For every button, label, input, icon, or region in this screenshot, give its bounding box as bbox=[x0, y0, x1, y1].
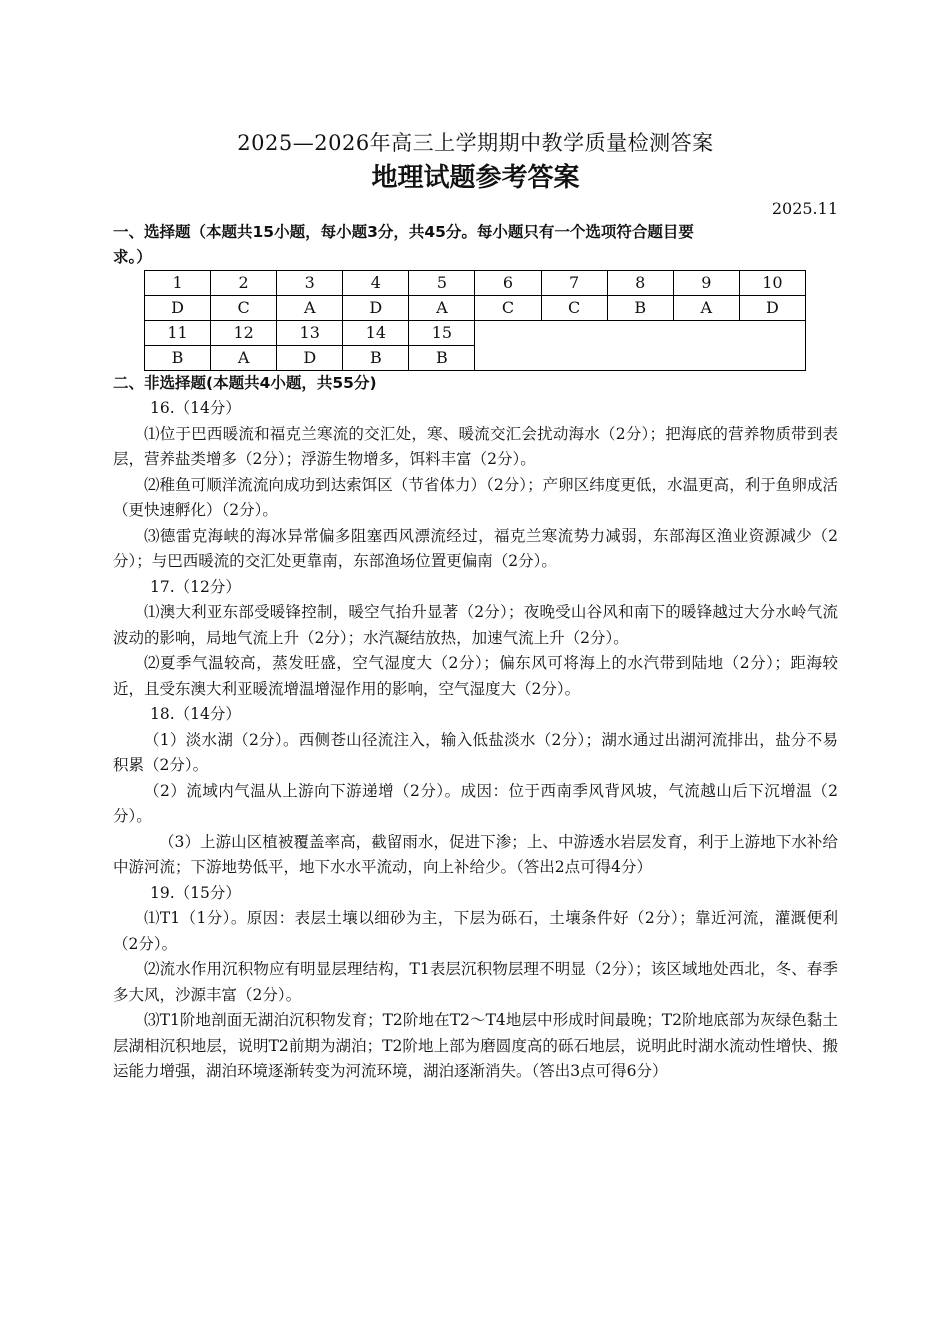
q19-answer-2: ⑵流水作用沉积物应有明显层理结构，T1表层沉积物层理不明显（2分）；该区域地处西北，冬、春季多大风，沙源丰富（2分）。 bbox=[113, 960, 838, 1004]
answer-cell: B bbox=[145, 346, 211, 371]
q18-answer-2: （2）流域内气温从上游向下游递增（2分）。成因：位于西南季风背风坡，气流越山后下沉增温（2分）。 bbox=[113, 781, 838, 825]
q19-answer-1: ⑴T1（1分）。原因：表层土壤以细砂为主，下层为砾石，土壤条件好（2分）；靠近河流，灌溉便利（2分）。 bbox=[113, 909, 838, 953]
question-number: 15 bbox=[409, 321, 475, 346]
question-number: 13 bbox=[277, 321, 343, 346]
section1-heading bbox=[113, 220, 838, 270]
exam-date: 2025.11 bbox=[771, 199, 838, 218]
blank-cell bbox=[475, 321, 806, 371]
subject-title: 地理试题参考答案 bbox=[371, 163, 580, 193]
q17-answer-1: ⑴澳大利亚东部受暖锋控制，暖空气抬升显著（2分）；夜晚受山谷风和南下的暖锋越过大分水岭气流波动的影响，局地气流上升（2分）；水汽凝结放热，加速气流上升（2分）。 bbox=[113, 603, 838, 647]
answer-cell: B bbox=[607, 296, 673, 321]
answer-table-number-row-2 bbox=[145, 321, 806, 346]
answer-cell: A bbox=[277, 296, 343, 321]
answer-cell: A bbox=[673, 296, 739, 321]
answer-cell: C bbox=[475, 296, 541, 321]
q19-answer-3: ⑶T1阶地剖面无湖泊沉积物发育；T2阶地在T2～T4地层中形成时间最晚；T2阶地底部为灰绿色黏土层湖相沉积地层，说明T2前期为湖泊；T2阶地上部为磨圆度高的砾石地层，说明此时湖水流动性增快、搬运能力增强，湖泊环境逐渐转变为河流环境，湖泊逐渐消失。（答出3点可得6分） bbox=[113, 1011, 838, 1080]
q16-answer-1: ⑴位于巴西暖流和福克兰寒流的交汇处，寒、暖流交汇会扰动海水（2分）；把海底的营养物质带到表层，营养盐类增多（2分）；浮游生物增多，饵料丰富（2分）。 bbox=[113, 424, 838, 468]
section1-heading-line1: 一、选择题（本题共15小题，每小题3分，共45分。每小题只有一个选项符合题目要 bbox=[113, 223, 694, 241]
q17-answer-2: ⑵夏季气温较高，蒸发旺盛，空气湿度大（2分）；偏东风可将海上的水汽带到陆地（2分）；距海较近，且受东澳大利亚暖流增温增湿作用的影响，空气湿度大（2分）。 bbox=[113, 654, 838, 698]
question-number: 5 bbox=[409, 271, 475, 296]
q19-header: 19.（15分） bbox=[150, 883, 241, 902]
question-number: 8 bbox=[607, 271, 673, 296]
question-number: 3 bbox=[277, 271, 343, 296]
q16-header: 16.（14分） bbox=[150, 399, 241, 417]
section2-heading: 二、非选择题(本题共4小题，共55分) bbox=[113, 374, 377, 392]
answer-cell: D bbox=[277, 346, 343, 371]
answer-cell: A bbox=[409, 296, 475, 321]
q18-answer-1: （1）淡水湖（2分）。西侧苍山径流注入，输入低盐淡水（2分）；湖水通过出湖河流排出，盐分不易积累（2分）。 bbox=[113, 730, 838, 774]
answer-sheet-page bbox=[113, 128, 838, 1085]
q16-answer-3: ⑶德雷克海峡的海冰异常偏多阻塞西风漂流经过，福克兰寒流势力减弱，东部海区渔业资源减少（2分）；与巴西暖流的交汇处更靠南，东部渔场位置更偏南（2分）。 bbox=[113, 526, 838, 570]
question-number: 11 bbox=[145, 321, 211, 346]
answer-table bbox=[144, 270, 806, 371]
q16-answer-2: ⑵稚鱼可顺洋流流向成功到达索饵区（节省体力）（2分）；产卵区纬度更低，水温更高，利于鱼卵成活（更快速孵化）（2分）。 bbox=[113, 475, 838, 519]
answer-cell: C bbox=[211, 296, 277, 321]
question-number: 12 bbox=[211, 321, 277, 346]
answer-cell: D bbox=[343, 296, 409, 321]
question-number: 9 bbox=[673, 271, 739, 296]
answer-cell: D bbox=[145, 296, 211, 321]
answer-cell: B bbox=[409, 346, 475, 371]
exam-title: 2025—2026年高三上学期期中教学质量检测答案 bbox=[237, 131, 714, 155]
q18-answer-3: （3）上游山区植被覆盖率高，截留雨水，促进下渗；上、中游透水岩层发育，利于上游地下水补给中游河流；下游地势低平，地下水水平流动，向上补给少。（答出2点可得4分） bbox=[113, 832, 838, 876]
answer-table-number-row-1 bbox=[145, 271, 806, 296]
question-number: 2 bbox=[211, 271, 277, 296]
question-number: 6 bbox=[475, 271, 541, 296]
answer-table-answer-row-1 bbox=[145, 296, 806, 321]
question-number: 10 bbox=[739, 271, 805, 296]
question-number: 4 bbox=[343, 271, 409, 296]
answer-cell: A bbox=[211, 346, 277, 371]
q18-header: 18.（14分） bbox=[150, 705, 241, 723]
answer-cell: B bbox=[343, 346, 409, 371]
question-number: 7 bbox=[541, 271, 607, 296]
question-number: 1 bbox=[145, 271, 211, 296]
answer-cell: C bbox=[541, 296, 607, 321]
section1-heading-line2: 求。） bbox=[113, 248, 152, 266]
question-number: 14 bbox=[343, 321, 409, 346]
answer-cell: D bbox=[739, 296, 805, 321]
q17-header: 17.（12分） bbox=[150, 577, 241, 596]
